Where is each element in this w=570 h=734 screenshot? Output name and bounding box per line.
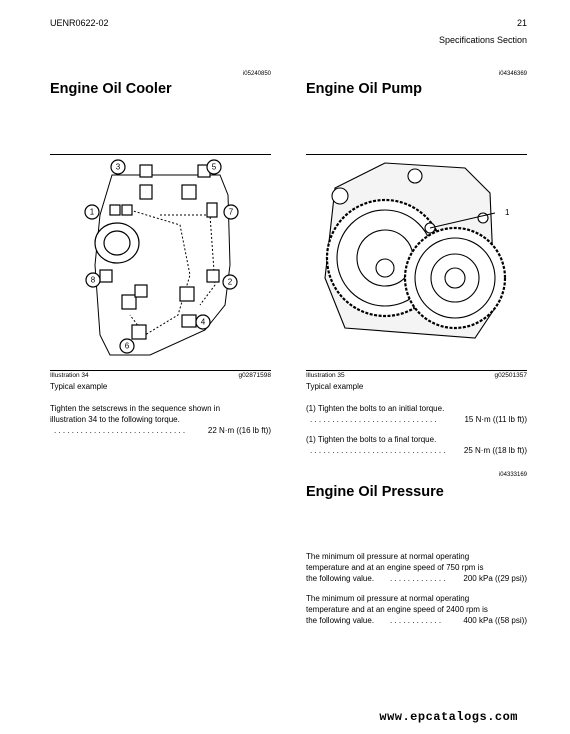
divider [306,154,527,155]
callout-3 [111,160,125,174]
callout-7 [224,205,238,219]
callout-2 [223,275,237,289]
pressure-para-2-line-3: the following value. [306,616,375,625]
leader-dots: . . . . . . . . . . . . . . . . . . . . . . . . . . . . . . [54,426,186,435]
oil-cooler-instruction-2: illustration 34 to the following torque. [50,415,180,424]
oil-cooler-id: i05240850 [242,71,271,77]
leader-dots: . . . . . . . . . . . . [390,616,442,625]
oil-cooler-instruction-1: Tighten the setscrews in the sequence shown in [50,404,221,413]
document-number: UENR0622-02 [50,18,109,28]
svg-text:7: 7 [228,207,234,217]
oil-pump-illustration [315,158,525,368]
pressure-para-1-line-1: The minimum oil pressure at normal operating [306,552,470,561]
illustration-35-id: g02501357 [494,372,527,379]
pressure-para-2-line-1: The minimum oil pressure at normal operating [306,594,470,603]
oil-cooler-torque: 22 N·m ((16 lb ft)) [207,426,271,435]
oil-pressure-title: Engine Oil Pressure [306,484,444,500]
oil-pump-title: Engine Oil Pump [306,81,423,97]
pressure-para-2-line-2: temperature and at an engine speed of 2400 rpm is [306,605,488,614]
svg-text:1: 1 [89,207,95,217]
page-number: 21 [516,18,527,28]
illustration-34-id: g02871598 [238,372,271,379]
pump-torque-1: 15 N·m ((11 lb ft)) [464,415,527,424]
section-title: Specifications Section [438,35,527,45]
illustration-35-label: Illustration 35 [306,372,345,379]
svg-text:5: 5 [211,162,217,172]
callout-1 [85,205,99,219]
divider [306,370,527,371]
leader-dots: . . . . . . . . . . . . . . . . . . . . . . . . . . . . . [310,415,437,424]
pump-step-2: (1) Tighten the bolts to a final torque. [306,435,437,444]
svg-text:8: 8 [90,275,96,285]
oil-cooler-illustration [70,155,270,365]
oil-pump-id: i04346369 [498,71,527,77]
oil-pump-callout-1: 1 [505,208,510,217]
illustration-35-caption: Typical example [306,382,364,391]
illustration-34-caption: Typical example [50,382,108,391]
callout-8 [86,273,100,287]
divider [50,370,271,371]
svg-text:2: 2 [227,277,233,287]
svg-text:6: 6 [124,341,130,351]
pressure-para-1-line-3: the following value. [306,574,375,583]
illustration-34-label: Illustration 34 [50,372,89,379]
leader-dots: . . . . . . . . . . . . . [390,574,446,583]
watermark-link[interactable]: www.epcatalogs.com [379,710,518,724]
svg-text:4: 4 [200,317,206,327]
callout-6 [120,339,134,353]
oil-cooler-title: Engine Oil Cooler [50,81,172,97]
callout-4 [196,315,210,329]
pressure-value-750: 200 kPa ((29 psi)) [463,574,527,583]
pump-step-1: (1) Tighten the bolts to an initial torque. [306,404,445,413]
callout-5 [207,160,221,174]
pressure-para-1-line-2: temperature and at an engine speed of 750 rpm is [306,563,484,572]
svg-text:3: 3 [115,162,121,172]
oil-pressure-id: i04333169 [498,472,527,478]
leader-dots: . . . . . . . . . . . . . . . . . . . . . . . . . . . . . . . [310,446,446,455]
pump-torque-2: 25 N·m ((18 lb ft)) [463,446,527,455]
pressure-value-2400: 400 kPa ((58 psi)) [463,616,527,625]
